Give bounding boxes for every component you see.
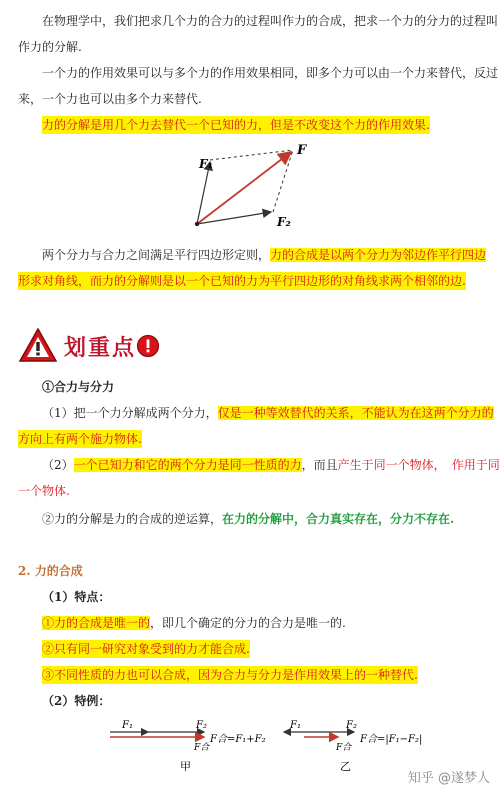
banner-title: 划重点 bbox=[64, 336, 137, 361]
jia-caption: 甲 bbox=[180, 760, 191, 773]
intro-highlight: 力的分解是用几个力去替代一个已知的力，但是不改变这个力的作用效果. bbox=[42, 118, 430, 132]
watermark: 知乎 @遂梦人 bbox=[407, 771, 490, 786]
point-h1: ①合力与分力 bbox=[42, 380, 115, 394]
section2-sub2: （2）特例： bbox=[42, 694, 111, 708]
yi-f2: F₂ bbox=[346, 720, 357, 731]
jia-f2: F₂ bbox=[196, 720, 207, 731]
warning-triangle-icon bbox=[18, 327, 58, 363]
point-i2-red1b: 作用于同 bbox=[451, 458, 500, 472]
point-i2-mid: ，而且 bbox=[301, 458, 338, 472]
intro-p2-line1: 一个力的作用效果可以与多个力的作用效果相同，即多个力可以由一个力来替代，反过 bbox=[42, 66, 499, 80]
point-i1-line2: 方向上有两个施力物体. bbox=[18, 432, 142, 446]
jia-fhe: F合 bbox=[194, 743, 210, 753]
rule-line1 bbox=[42, 246, 486, 264]
intro-p2-line2: 来，一个力也可以由多个力来替代. bbox=[18, 92, 202, 106]
rule-line1-highlight: 力的合成是以两个分力为邻边作平行四边 bbox=[270, 248, 487, 262]
label-f: F bbox=[297, 143, 307, 158]
label-f1: F₁ bbox=[199, 157, 213, 171]
yi-caption: 乙 bbox=[340, 760, 351, 773]
section2-sub1: （1）特点： bbox=[42, 590, 111, 604]
point-h2-plain: ②力的分解是力的合成的逆运算， bbox=[42, 512, 223, 526]
point-h2-green: 在力的分解中，合力真实存在，分力不存在. bbox=[222, 512, 455, 526]
point-i1-hl1: 仅是一种等效替代的关系，不能认为在这两个分力的 bbox=[217, 406, 494, 420]
dashed-edge-right bbox=[273, 150, 293, 212]
yi-fhe: F合 bbox=[336, 743, 352, 753]
origin-point bbox=[195, 222, 199, 226]
feature-1-hl: ①力的合成是唯一的 bbox=[42, 616, 151, 630]
feature-2: ②只有同一研究对象受到的力才能合成. bbox=[42, 642, 250, 656]
arrow-f2 bbox=[197, 212, 271, 224]
feature-3: ③不同性质的力也可以合成，因为合力与分力是作用效果上的一种替代. bbox=[42, 668, 418, 682]
section2-title: 2. 力的合成 bbox=[18, 564, 83, 578]
feature-1 bbox=[42, 614, 346, 632]
point-i2-line2: 一个物体. bbox=[18, 484, 70, 498]
point-i2-line1 bbox=[42, 456, 500, 474]
rule-line1-plain: 两个分力与合力之间满足平行四边形定则， bbox=[42, 248, 271, 262]
rule-line2: 形求对角线，而力的分解则是以一个已知的力为平行四边形的对角线求两个相邻的边. bbox=[18, 274, 466, 288]
jia-eq: F合=F₁+F₂ bbox=[210, 734, 266, 745]
yi-f1: F₁ bbox=[290, 720, 301, 731]
intro-p1-line2: 作力的分解. bbox=[18, 40, 82, 54]
label-f2: F₂ bbox=[277, 215, 291, 229]
intro-p1-line1: 在物理学中，我们把求几个力的合力的过程叫作力的合成，把求一个力的分力的过程叫 bbox=[42, 14, 499, 28]
parallelogram-figure bbox=[185, 140, 325, 240]
special-case-jia bbox=[108, 716, 288, 776]
point-h2 bbox=[42, 510, 454, 528]
yi-eq: F合=|F₁−F₂| bbox=[360, 734, 423, 745]
point-i2-red1: 产生于同一个物体， bbox=[337, 458, 446, 472]
alert-badge-icon bbox=[136, 334, 160, 358]
jia-f1: F₁ bbox=[122, 720, 133, 731]
point-i2-prefix: （2） bbox=[42, 458, 74, 472]
point-i1-line1 bbox=[42, 404, 494, 422]
point-i2-hl: 一个已知力和它的两个分力是同一性质的力 bbox=[73, 458, 302, 472]
feature-1-rest: ，即几个确定的分力的合力是唯一的. bbox=[150, 616, 346, 630]
dashed-edge-top bbox=[210, 150, 293, 160]
point-i1-plain: （1）把一个力分解成两个分力， bbox=[42, 406, 218, 420]
